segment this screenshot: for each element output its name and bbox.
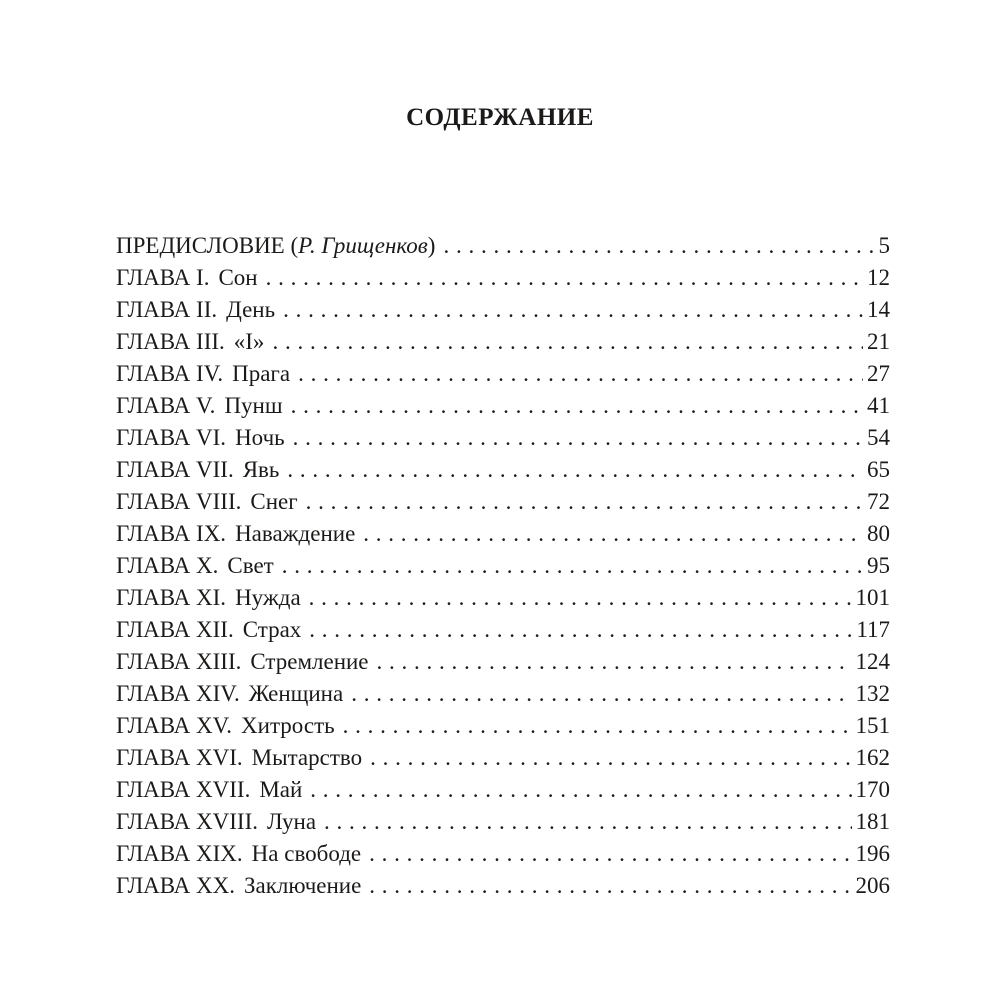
page-number: 65 [867, 457, 890, 482]
page-number: 80 [867, 521, 890, 546]
chapter-number: ГЛАВА XVIII. [116, 809, 258, 834]
page-number: 27 [867, 361, 890, 386]
dot-leader [293, 422, 863, 454]
chapter-title: Свет [227, 553, 274, 578]
toc-entry-chapter[interactable] [116, 870, 890, 902]
dot-leader [363, 518, 863, 550]
page-number: 206 [855, 873, 890, 898]
toc-entry-preface[interactable] [116, 230, 890, 262]
dot-leader [369, 870, 851, 902]
toc-entry-label [116, 582, 301, 614]
toc-entry-chapter[interactable] [116, 422, 890, 454]
dot-leader [324, 806, 851, 838]
toc-entry-label [116, 262, 258, 294]
toc-entry-label [116, 326, 264, 358]
dot-leader [266, 262, 863, 294]
toc-entry-label [116, 294, 275, 326]
chapter-number: ГЛАВА VII. [116, 457, 234, 482]
dot-leader [298, 358, 863, 390]
chapter-number: ГЛАВА IV. [116, 361, 224, 386]
chapter-title: Мытарство [251, 745, 363, 770]
dot-leader [343, 710, 852, 742]
chapter-title: Страх [242, 617, 302, 642]
toc-entry-chapter[interactable] [116, 326, 890, 358]
toc-entry-label [116, 774, 302, 806]
dot-leader [443, 230, 874, 262]
page-number: 5 [878, 233, 890, 258]
table-of-contents [116, 230, 890, 902]
chapter-number: ГЛАВА II. [116, 297, 218, 322]
page-number: 151 [855, 713, 890, 738]
toc-entry-label [116, 454, 279, 486]
dot-leader [272, 326, 863, 358]
chapter-title: Пунш [224, 393, 283, 418]
dot-leader [287, 454, 863, 486]
dot-leader [283, 294, 863, 326]
chapter-title: Ночь [235, 425, 285, 450]
toc-entry-chapter[interactable] [116, 550, 890, 582]
author-paren-open: ( [284, 233, 299, 258]
chapter-number: ГЛАВА VI. [116, 425, 227, 450]
chapter-number: ГЛАВА XV. [116, 713, 233, 738]
chapter-number: ГЛАВА XIII. [116, 649, 242, 674]
toc-entry-label [116, 550, 274, 582]
toc-entry-label [116, 390, 283, 422]
chapter-title: Явь [242, 457, 280, 482]
toc-entry-label [116, 230, 435, 262]
chapter-title: Хитрость [241, 713, 335, 738]
toc-entry-chapter[interactable] [116, 262, 890, 294]
dot-leader [309, 582, 852, 614]
chapter-title: Прага [232, 361, 291, 386]
chapter-number: ГЛАВА XII. [116, 617, 234, 642]
toc-entry-chapter[interactable] [116, 518, 890, 550]
page-number: 95 [867, 553, 890, 578]
chapter-title: Нужда [235, 585, 301, 610]
chapter-number: ГЛАВА VIII. [116, 489, 242, 514]
toc-entry-chapter[interactable] [116, 486, 890, 518]
toc-entry-chapter[interactable] [116, 646, 890, 678]
chapter-title: Женщина [248, 681, 344, 706]
chapter-number: ГЛАВА III. [116, 329, 225, 354]
toc-entry-chapter[interactable] [116, 454, 890, 486]
toc-entry-label [116, 710, 335, 742]
chapter-number: ГЛАВА XIV. [116, 681, 240, 706]
page-number: 54 [867, 425, 890, 450]
toc-entry-chapter[interactable] [116, 358, 890, 390]
chapter-number: ГЛАВА XVI. [116, 745, 243, 770]
chapter-title: «I» [233, 329, 265, 354]
chapter-title: Луна [266, 809, 317, 834]
toc-entry-label [116, 518, 355, 550]
dot-leader [377, 646, 852, 678]
chapter-title: Май [259, 777, 303, 802]
dot-leader [370, 742, 851, 774]
toc-entry-label [116, 422, 285, 454]
page-number: 41 [867, 393, 890, 418]
dot-leader [291, 390, 863, 422]
toc-entry-label [116, 678, 343, 710]
toc-entry-chapter[interactable] [116, 710, 890, 742]
dot-leader [351, 678, 851, 710]
page-number: 117 [856, 617, 890, 642]
chapter-title: Стремление [250, 649, 369, 674]
chapter-title: Сон [218, 265, 258, 290]
page-number: 170 [855, 777, 890, 802]
dot-leader [310, 774, 851, 806]
chapter-number: ГЛАВА XX. [116, 873, 235, 898]
page-number: 196 [855, 841, 890, 866]
dot-leader [369, 838, 851, 870]
toc-entry-label [116, 870, 361, 902]
chapter-title: На свободе [251, 841, 362, 866]
toc-entry-label [116, 486, 298, 518]
toc-entry-chapter[interactable] [116, 806, 890, 838]
dot-leader [306, 486, 863, 518]
page-number: 181 [855, 809, 890, 834]
toc-entry-chapter[interactable] [116, 742, 890, 774]
toc-entry-chapter[interactable] [116, 678, 890, 710]
chapter-number: ГЛАВА XIX. [116, 841, 243, 866]
page-number: 21 [867, 329, 890, 354]
chapter-number: ГЛАВА IX. [116, 521, 227, 546]
dot-leader [282, 550, 863, 582]
toc-entry-chapter[interactable] [116, 614, 890, 646]
chapter-title: День [226, 297, 276, 322]
toc-entry-chapter[interactable] [116, 390, 890, 422]
author-paren-close: ) [427, 233, 436, 258]
page-number: 101 [855, 585, 890, 610]
toc-entry-label [116, 838, 361, 870]
chapter-number: ГЛАВА V. [116, 393, 216, 418]
page-title: СОДЕРЖАНИЕ [406, 104, 594, 131]
chapter-number: ГЛАВА I. [116, 265, 210, 290]
toc-entry-label [116, 742, 362, 774]
toc-entry-label [116, 806, 316, 838]
toc-entry-label [116, 358, 290, 390]
preface-label: ПРЕДИСЛОВИЕ [116, 233, 285, 258]
chapter-title: Наваждение [235, 521, 356, 546]
page-number: 12 [867, 265, 890, 290]
page-number: 124 [855, 649, 890, 674]
page-number: 162 [855, 745, 890, 770]
toc-entry-label [116, 646, 369, 678]
page-number: 132 [855, 681, 890, 706]
chapter-number: ГЛАВА XI. [116, 585, 227, 610]
toc-entry-chapter[interactable] [116, 582, 890, 614]
toc-entry-chapter[interactable] [116, 294, 890, 326]
dot-leader [309, 614, 852, 646]
page-number: 72 [867, 489, 890, 514]
chapter-number: ГЛАВА XVII. [116, 777, 251, 802]
toc-entry-chapter[interactable] [116, 774, 890, 806]
toc-entry-chapter[interactable] [116, 838, 890, 870]
chapter-title: Снег [250, 489, 298, 514]
preface-author: Р. Грищенков [298, 233, 428, 258]
chapter-number: ГЛАВА X. [116, 553, 219, 578]
toc-entry-label [116, 614, 301, 646]
chapter-title: Заключение [244, 873, 362, 898]
page-number: 14 [867, 297, 890, 322]
